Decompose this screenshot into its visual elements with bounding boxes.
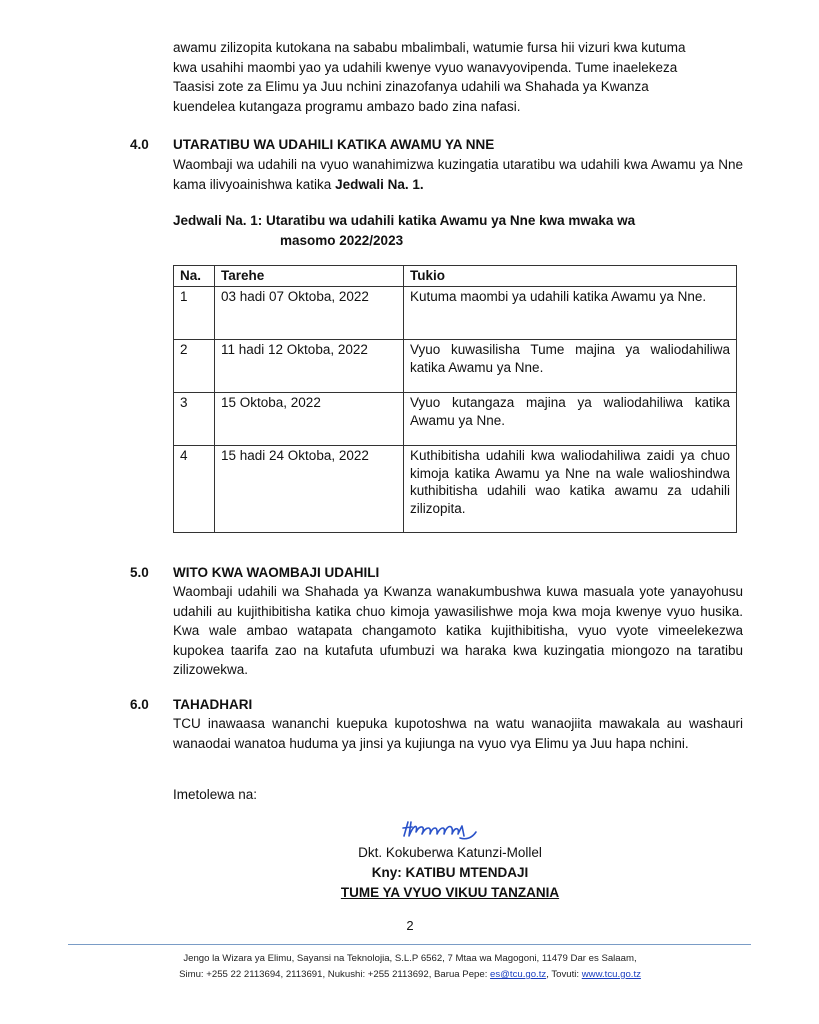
intro-line: kwa usahihi maombi yao ya udahili kwenye vyuo wanavyovipenda. Tume inaelekeza (173, 59, 678, 75)
footer-contacts (60, 968, 760, 982)
cell-date: 11 hadi 12 Oktoba, 2022 (215, 340, 404, 393)
table-row (174, 340, 737, 393)
cell-number: 2 (174, 340, 215, 393)
cell-number: 1 (174, 287, 215, 340)
footer-website-link[interactable]: www.tcu.go.tz (581, 969, 641, 980)
admission-schedule-table (173, 265, 737, 533)
section-6-title: TAHADHARI (173, 697, 253, 712)
cell-event: Vyuo kutangaza majina ya waliodahiliwa katika Awamu ya Nne. (404, 393, 737, 446)
cell-event: Vyuo kuwasilisha Tume majina ya waliodahiliwa katika Awamu ya Nne. (404, 340, 737, 393)
issued-by-label: Imetolewa na: (173, 787, 258, 802)
table-caption-line1: Jedwali Na. 1: Utaratibu wa udahili katika Awamu ya Nne kwa mwaka wa (173, 213, 636, 228)
header-tarehe: Tarehe (215, 266, 404, 287)
organization-name: TUME YA VYUO VIKUU TANZANIA (340, 885, 560, 900)
section-5-title: WITO KWA WAOMBAJI UDAHILI (173, 565, 380, 580)
section-5-number: 5.0 (130, 565, 149, 580)
section-4-body (173, 155, 743, 194)
table-caption (173, 211, 733, 251)
signatory-role: Kny: KATIBU MTENDAJI (371, 865, 529, 880)
table-row (174, 287, 737, 340)
signature-image (400, 818, 480, 844)
footer-email-link[interactable]: es@tcu.go.tz (490, 969, 547, 980)
page-number: 2 (406, 918, 414, 933)
header-tukio: Tukio (404, 266, 737, 287)
cell-date: 15 Oktoba, 2022 (215, 393, 404, 446)
cell-number: 4 (174, 446, 215, 533)
signatory-name: Dkt. Kokuberwa Katunzi-Mollel (358, 845, 542, 860)
section-6-number: 6.0 (130, 697, 149, 712)
intro-line: Taasisi zote za Elimu ya Juu nchini zinazofanya udahili wa Shahada ya Kwanza (173, 79, 649, 95)
footer-address: Jengo la Wizara ya Elimu, Sayansi na Teknolojia, S.L.P 6562, 7 Mtaa wa Magogoni, 11479 Dar es Salaam, (183, 953, 637, 964)
section-5-body: Waombaji udahili wa Shahada ya Kwanza wanakumbushwa kuwa masuala yote yanayohusu udahili au kujithibitisha katika chuo kimoja yawasilishwe moja kwa moja kwenye vyuo husika. Kwa wale ambao watapata changamoto katika kujithibitisha, vyuo vyote vimeelekezwa kupokea taarifa zao na kutafuta ufumbuzi wa haraka kwa kuzingatia miongozo na taratibu zilizowekwa. (173, 584, 743, 678)
table-header-row (174, 266, 737, 287)
header-na: Na. (174, 266, 215, 287)
cell-event: Kuthibitisha udahili kwa waliodahiliwa zaidi ya chuo kimoja katika Awamu ya Nne na wale walioshindwa kuthibitisha udahili wao katika awamu za udahili zilizopita. (404, 446, 737, 533)
section-4-body-text: Waombaji wa udahili na vyuo wanahimizwa kuzingatia utaratibu wa udahili kwa Awamu ya Nne kama ilivyoainishwa katika (173, 157, 743, 192)
signoff-block (280, 843, 620, 903)
intro-line: awamu zilizopita kutokana na sababu mbalimbali, watumie fursa hii vizuri kwa kutuma (173, 40, 686, 55)
cell-event: Kutuma maombi ya udahili katika Awamu ya Nne. (404, 287, 737, 340)
section-6-body: TCU inawaasa wananchi kuepuka kupotoshwa na watu wanaojiita mawakala au washauri wanaodai wanatoa huduma ya jinsi ya kujiunga na vyuo vya Elimu ya Juu hapa nchini. (173, 716, 743, 751)
table-row (174, 446, 737, 533)
table-reference: Jedwali Na. 1. (335, 176, 424, 192)
table-caption-line2: masomo 2022/2023 (280, 233, 404, 248)
cell-date: 15 hadi 24 Oktoba, 2022 (215, 446, 404, 533)
footer-divider (68, 944, 751, 945)
intro-paragraph (173, 38, 743, 116)
intro-line: kuendelea kutangaza programu ambazo bado zina nafasi. (173, 98, 521, 114)
table-row (174, 393, 737, 446)
cell-number: 3 (174, 393, 215, 446)
footer-website-label: , Tovuti: (546, 969, 582, 980)
section-4-title: UTARATIBU WA UDAHILI KATIKA AWAMU YA NNE (173, 137, 495, 152)
footer-phone-text: Simu: +255 22 2113694, 2113691, Nukushi: +255 2113692, Barua Pepe: (179, 969, 491, 980)
section-4-number: 4.0 (130, 137, 149, 152)
cell-date: 03 hadi 07 Oktoba, 2022 (215, 287, 404, 340)
